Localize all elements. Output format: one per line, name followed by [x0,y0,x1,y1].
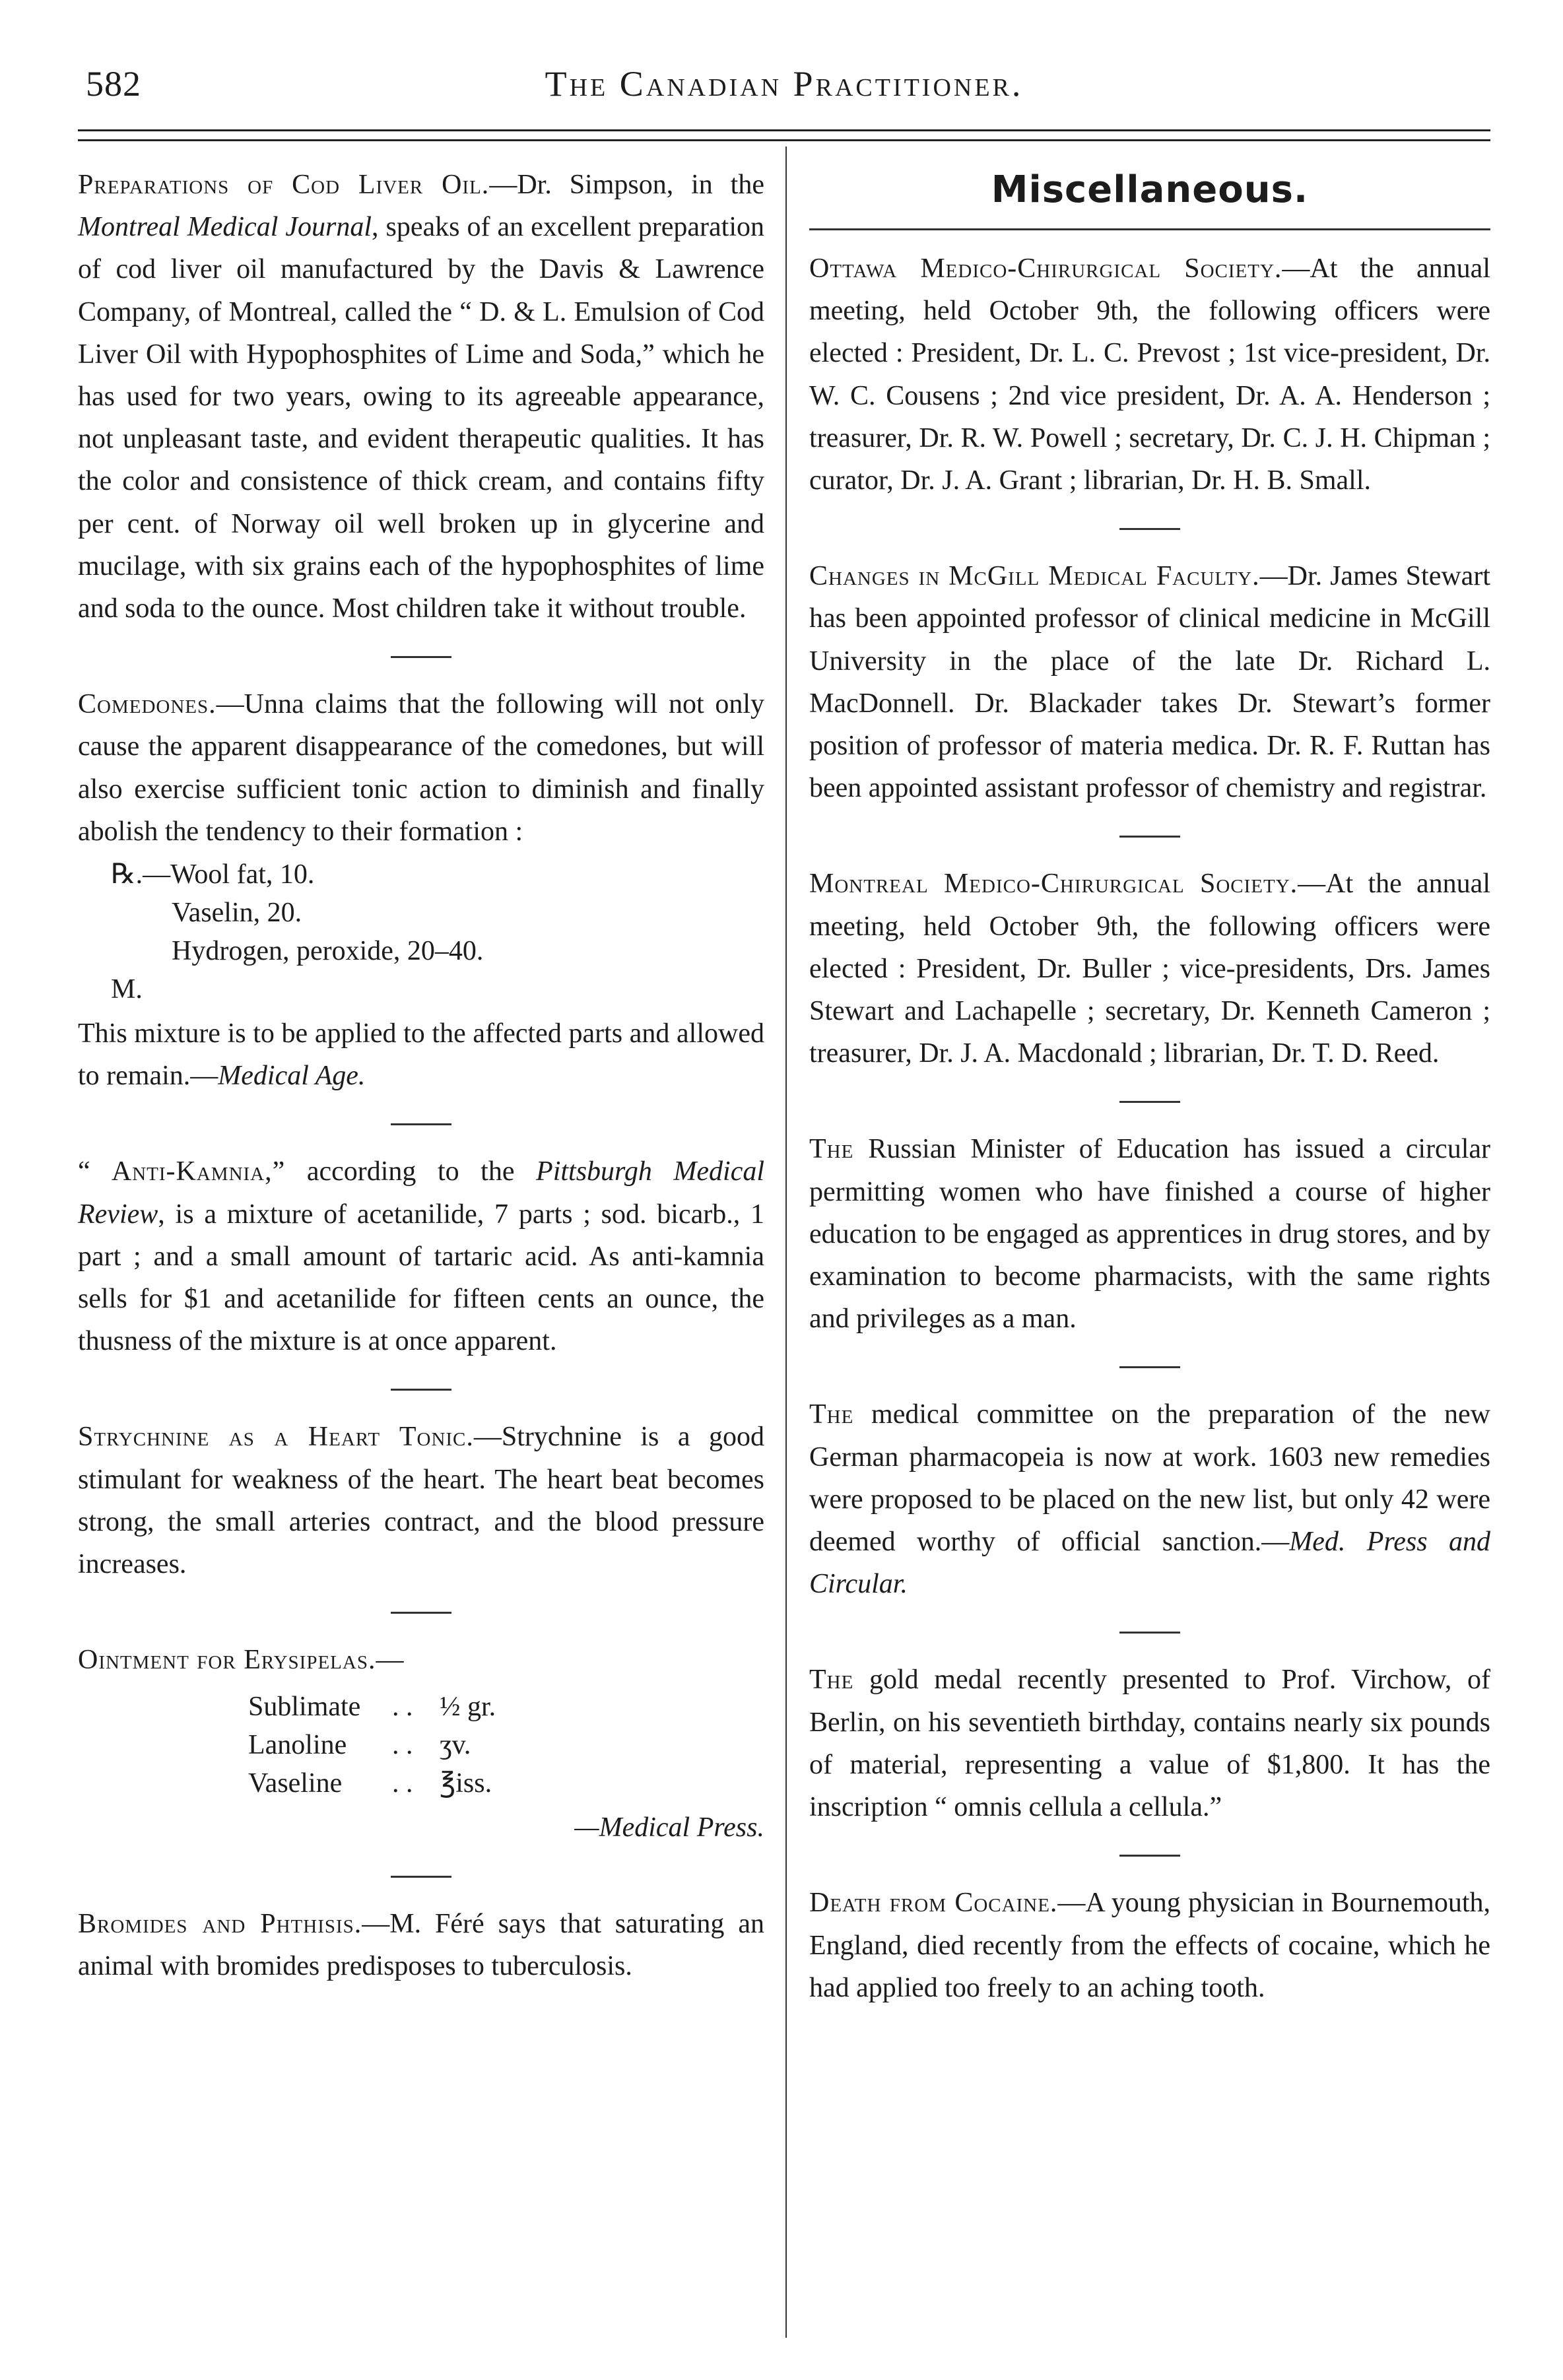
article-heading: Strychnine as a Heart Tonic. [78,1422,474,1453]
recipe-row [248,1688,764,1726]
recipe-dots: . . [392,1730,413,1761]
article-german-pharmacopeia [809,1393,1490,1605]
recipe-row [248,1726,764,1764]
article-text: according to the [285,1156,537,1187]
article-comedones [78,683,764,853]
article-text: —M. Féré says that saturating an animal with bromides predisposes to tuberculosis. [78,1908,764,1981]
article-text: medical committee on the preparation of the new German pharmacopeia is now at work. 1603 new remedies were proposed to be placed on the new list, but only 42 were deemed worthy of official sanction.— [809,1399,1490,1558]
article-text: —Strychnine is a good stimulant for weakness of the heart. The heart beat becomes strong, the small arteries contract, and the blood pressure increases. [78,1422,764,1580]
article-virchow-medal [809,1659,1490,1828]
right-column [809,164,1490,2009]
section-separator [1119,1101,1180,1103]
article-russian-minister [809,1128,1490,1340]
prescription-line: ℞.—Wool fat, 10. [111,859,315,890]
prescription-line: Vaselin, 20. [172,898,302,929]
recipe-dots: . . [392,1768,413,1799]
article-heading: Changes in McGill Medical Faculty. [809,561,1260,592]
article-heading: Ointment for Erysipelas.— [78,1645,405,1676]
article-mcgill-faculty [809,555,1490,809]
article-heading: Comedones. [78,689,216,720]
recipe-dots: . . [392,1692,413,1723]
section-separator [391,1389,451,1391]
section-separator [1119,1632,1180,1634]
section-separator [1119,1855,1180,1857]
article-text: Russian Minister of Education has issued a circular permitting women who have finished a course of higher education to be engaged as apprentices in drug stores, and by examination to become pharmacists, with the same rights and privileges as a man. [809,1134,1490,1335]
article-text: —Unna claims that the following will not only cause the apparent disappearance of the comedones, but will also exercise sufficient tonic action to diminish and finally abolish the tendency to their formation : [78,689,764,847]
article-text-continued [78,1012,764,1097]
recipe-ingredient: Sublimate [248,1692,361,1723]
article-lead-word: The [809,1134,854,1165]
source-citation: Med. Press and Circular. [809,1527,1490,1600]
recipe-row [248,1764,764,1802]
section-separator [391,1612,451,1614]
article-heading: Bromides and Phthisis. [78,1908,362,1939]
section-title: Miscellaneous. [991,168,1309,211]
article-heading: Ottawa Medico-Chirurgical Society. [809,253,1282,284]
journal-title: Pittsburgh Medical Review [78,1156,765,1230]
section-title-rule [809,228,1490,230]
page-number: 582 [86,64,141,104]
article-ointment [78,1639,764,1681]
article-text: —Dr. Simpson, in the [489,170,764,200]
article-bromides [78,1903,764,1987]
article-heading: Montreal Medico-Chirurgical Society. [809,869,1298,900]
source-citation: —Medical Press. [574,1812,764,1843]
section-separator [1119,528,1180,530]
source-citation: Medical Age. [218,1061,366,1092]
article-lead-word: The [809,1399,854,1430]
section-separator [391,656,451,658]
section-separator [1119,836,1180,838]
recipe-dose: ½ gr. [440,1692,496,1723]
recipe-ingredient: Lanoline [248,1730,347,1761]
article-anti-kamnia [78,1150,764,1362]
prescription-mix: M. [111,974,143,1005]
article-montreal-society [809,863,1490,1074]
article-heading: Death from Cocaine. [809,1888,1058,1919]
article-strychnine [78,1416,764,1585]
article-text: This mixture is to be applied to the affected parts and allowed to remain.— [78,1018,764,1092]
recipe-dose: ʒv. [440,1730,471,1761]
prescription-line: Hydrogen, peroxide, 20–40. [172,936,484,967]
article-text: —At the annual meeting, held October 9th, the following officers were elected : President, Dr. Buller ; vice-presidents, Drs. James Stewart and Lachapelle ; secretary, Dr. Kenneth Cameron ; treasurer, Dr. J. A. Macdonald ; librarian, Dr. T. D. Reed. [809,869,1490,1069]
recipe-dose: ℥iss. [440,1768,492,1799]
article-text: —At the annual meeting, held October 9th, the following officers were elected : President, Dr. L. C. Prevost ; 1st vice-president, Dr. W. C. Cousens ; 2nd vice president, Dr. A. A. Henderson ; treasurer, Dr. R. W. Powell ; secretary, Dr. C. J. H. Chipman ; curator, Dr. J. A. Grant ; librarian, Dr. H. B. Small. [809,253,1490,496]
article-text: —A young physician in Bournemouth, England, died recently from the effects of cocaine, which he had applied too freely to an aching tooth. [809,1888,1490,2003]
article-text: , is a mixture of acetanilide, 7 parts ; sod. bicarb., 1 part ; and a small amount of tartaric acid. As anti-kamnia sells for $1 and acetanilide for fifteen cents an ounce, the thusness of the mixture is at once apparent. [78,1199,764,1357]
article-heading: Preparations of Cod Liver Oil. [78,170,490,200]
section-separator [391,1876,451,1878]
journal-title: Montreal Medical Journal [78,212,372,243]
prescription [111,855,764,1008]
section-separator [391,1123,451,1125]
header-double-rule [78,129,1490,141]
article-text: , speaks of an excellent preparation of cod liver oil manufactured by the Davis & Lawrence Company, of Montreal, called the “ D. & L. Emulsion of Cod Liver Oil with Hypophosphites of Lime and Soda,” which he has used for two years, owing to its agreeable appearance, not unpleasant taste, and evident therapeutic qualities. It has the color and consistence of thick cream, and contains fifty per cent. of Norway oil well broken up in glycerine and mucilage, with six grains each of the hypophosphites of lime and soda to the ounce. Most children take it without trouble. [78,212,765,624]
article-cocaine-death [809,1882,1490,2009]
column-divider [785,147,787,2338]
recipe-ingredient: Vaseline [248,1768,343,1799]
article-heading: “ Anti-Kamnia,” [78,1156,286,1187]
article-cod-liver-oil [78,164,764,630]
article-lead-word: The [809,1665,854,1696]
running-title: The Canadian Practitioner. [545,64,1024,104]
ointment-recipe [248,1688,764,1802]
article-text: —Dr. James Stewart has been appointed professor of clinical medicine in McGill University in the place of the late Dr. Richard L. MacDonnell. Dr. Blackader takes Dr. Stewart’s former position of professor of materia medica. Dr. R. F. Ruttan has been appointed assistant professor of chemistry and registrar. [809,561,1490,804]
article-ottawa-society [809,248,1490,502]
section-separator [1119,1366,1180,1368]
page-header [78,51,1490,117]
article-text: gold medal recently presented to Prof. Virchow, of Berlin, on his seventieth birthday, contains nearly six pounds of material, representing a value of $1,800. It has the inscription “ omnis cellula a cellula.” [809,1665,1490,1823]
left-column [78,164,764,1987]
